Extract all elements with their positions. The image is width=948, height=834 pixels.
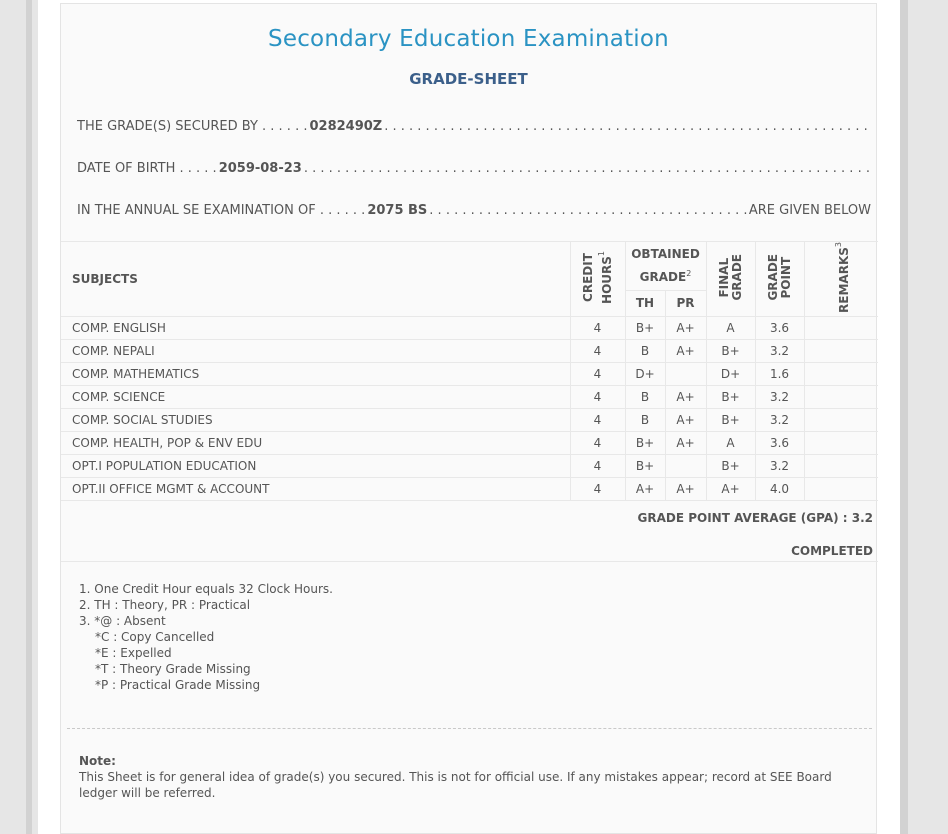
th-grade-cell: B+ <box>625 454 665 477</box>
th-grade-cell: D+ <box>625 362 665 385</box>
subject-cell: COMP. SOCIAL STUDIES <box>61 408 570 431</box>
disclaimer-note <box>79 753 869 801</box>
exam-tail: ARE GIVEN BELOW <box>748 203 871 218</box>
pr-grade-cell: A+ <box>665 339 706 362</box>
remarks-header-text: REMARKS <box>836 247 851 313</box>
th-grade-cell: B <box>625 408 665 431</box>
grade-footnote-mark: 2 <box>686 268 692 278</box>
obtained-header-text: OBTAINED <box>631 246 700 261</box>
credit-cell: 4 <box>570 408 625 431</box>
credit-cell: 4 <box>570 454 625 477</box>
final-grade-cell: D+ <box>706 362 755 385</box>
pr-grade-cell: A+ <box>665 408 706 431</box>
credit-cell: 4 <box>570 316 625 339</box>
date-of-birth: 2059-08-23 <box>218 161 302 176</box>
table-row <box>61 454 878 477</box>
credit-cell: 4 <box>570 362 625 385</box>
th-header: TH <box>625 290 665 316</box>
divider <box>61 561 878 562</box>
pr-grade-cell: A+ <box>665 431 706 454</box>
grade-point-cell: 3.2 <box>755 454 804 477</box>
subject-cell: COMP. SCIENCE <box>61 385 570 408</box>
credit-cell: 4 <box>570 339 625 362</box>
grade-point-cell: 3.2 <box>755 408 804 431</box>
final-grade-header <box>706 242 755 317</box>
final-grade-cell: B+ <box>706 385 755 408</box>
symbol-number: 0282490Z <box>309 119 383 134</box>
pr-grade-cell <box>665 362 706 385</box>
subject-cell: COMP. MATHEMATICS <box>61 362 570 385</box>
remarks-cell <box>804 339 878 362</box>
dot-leader <box>429 203 747 218</box>
point-header-text: POINT <box>778 256 793 299</box>
pr-grade-cell <box>665 454 706 477</box>
gpa-summary: GRADE POINT AVERAGE (GPA) : 3.2 <box>637 511 873 525</box>
remarks-header <box>804 242 878 317</box>
credit-header-text: CREDIT <box>580 253 595 302</box>
obtained-grade-header <box>625 242 706 291</box>
th-grade-cell: B <box>625 339 665 362</box>
th-grade-cell: B+ <box>625 431 665 454</box>
final-header-text: FINAL <box>716 257 731 298</box>
remarks-cell <box>804 316 878 339</box>
subjects-header: SUBJECTS <box>61 242 570 317</box>
pr-grade-cell: A+ <box>665 385 706 408</box>
footnote-item: 1. One Credit Hour equals 32 Clock Hours. <box>79 582 333 596</box>
note-text: This Sheet is for general idea of grade(s) you secured. This is not for official use. If any mistakes appear; record at SEE Board ledger will be referred. <box>79 770 832 800</box>
grade-point-header <box>755 242 804 317</box>
remarks-cell <box>804 408 878 431</box>
exam-label: IN THE ANNUAL SE EXAMINATION OF . . . . . . <box>77 203 366 218</box>
dob-line <box>77 161 871 181</box>
th-grade-cell: B+ <box>625 316 665 339</box>
table-row <box>61 316 878 339</box>
grade-sheet <box>60 3 877 834</box>
table-row <box>61 431 878 454</box>
note-heading: Note: <box>79 754 116 768</box>
secured-by-line <box>77 119 871 139</box>
dot-leader <box>384 119 871 134</box>
remarks-cell <box>804 362 878 385</box>
table-row <box>61 385 878 408</box>
remarks-cell <box>804 477 878 500</box>
remarks-footnote-mark: 3 <box>833 242 843 248</box>
footnote-item: 2. TH : Theory, PR : Practical <box>79 598 251 612</box>
final-grade-cell: B+ <box>706 339 755 362</box>
dashed-divider <box>67 728 872 729</box>
remarks-cell <box>804 454 878 477</box>
table-row <box>61 362 878 385</box>
result-status: COMPLETED <box>791 544 873 558</box>
remarks-cell <box>804 385 878 408</box>
pr-header: PR <box>665 290 706 316</box>
grade-point-cell: 3.2 <box>755 385 804 408</box>
credit-cell: 4 <box>570 385 625 408</box>
credit-footnote-mark: 1 <box>596 250 606 257</box>
grade-point-cell: 3.6 <box>755 431 804 454</box>
subject-cell: OPT.I POPULATION EDUCATION <box>61 454 570 477</box>
grade-point-cell: 3.2 <box>755 339 804 362</box>
final-grade-cell: A+ <box>706 477 755 500</box>
final-grade-cell: A <box>706 316 755 339</box>
grade-point-cell: 4.0 <box>755 477 804 500</box>
grade-word-header-text: GRADE <box>765 254 780 301</box>
final-grade-cell: B+ <box>706 408 755 431</box>
footnote-item: *P : Practical Grade Missing <box>95 678 261 692</box>
final-grade-cell: B+ <box>706 454 755 477</box>
table-row <box>61 339 878 362</box>
th-grade-cell: B <box>625 385 665 408</box>
exam-line <box>77 203 871 223</box>
footnote-item: *T : Theory Grade Missing <box>95 662 251 676</box>
footnotes-list <box>79 581 333 693</box>
hours-header-text: HOURS <box>599 256 614 304</box>
dot-leader <box>304 161 871 176</box>
subject-cell: COMP. ENGLISH <box>61 316 570 339</box>
table-row <box>61 408 878 431</box>
grade-point-cell: 1.6 <box>755 362 804 385</box>
secured-by-label: THE GRADE(S) SECURED BY . . . . . . <box>77 119 308 134</box>
sheet-subtitle: GRADE-SHEET <box>409 70 528 88</box>
credit-cell: 4 <box>570 477 625 500</box>
remarks-cell <box>804 431 878 454</box>
grade-header-text: GRADE <box>639 269 687 284</box>
footnote-item: *E : Expelled <box>95 646 172 660</box>
page-container <box>38 0 900 834</box>
subject-cell: OPT.II OFFICE MGMT & ACCOUNT <box>61 477 570 500</box>
subject-cell: COMP. NEPALI <box>61 339 570 362</box>
exam-year: 2075 BS <box>367 203 428 218</box>
dob-label: DATE OF BIRTH . . . . . <box>77 161 217 176</box>
final-grade-header-text: GRADE <box>729 254 744 301</box>
pr-grade-cell: A+ <box>665 316 706 339</box>
pr-grade-cell: A+ <box>665 477 706 500</box>
footnote-item: *C : Copy Cancelled <box>95 630 215 644</box>
grade-rows <box>61 316 878 500</box>
page-gutter-right <box>900 0 948 834</box>
final-grade-cell: A <box>706 431 755 454</box>
credit-cell: 4 <box>570 431 625 454</box>
th-grade-cell: A+ <box>625 477 665 500</box>
subject-cell: COMP. HEALTH, POP & ENV EDU <box>61 431 570 454</box>
grades-table <box>61 241 878 501</box>
exam-title: Secondary Education Examination <box>268 26 669 52</box>
grade-point-cell: 3.6 <box>755 316 804 339</box>
footnote-item: 3. *@ : Absent <box>79 614 166 628</box>
page-gutter-left <box>0 0 32 834</box>
credit-hours-header <box>570 242 625 317</box>
table-row <box>61 477 878 500</box>
